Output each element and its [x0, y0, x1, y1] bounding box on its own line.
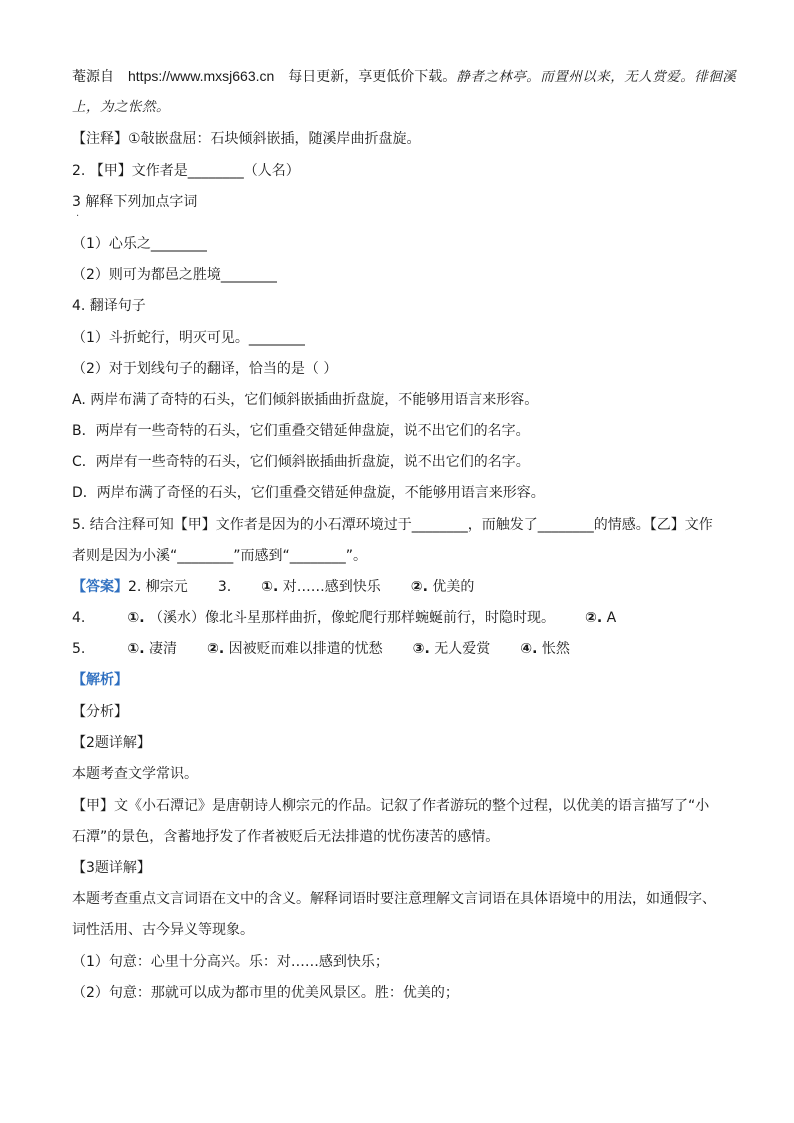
- question-4-2: （2）对于划线句子的翻译，恰当的是（ ）: [72, 361, 338, 377]
- q2-detail-p1: 本题考查文学常识。: [72, 766, 198, 782]
- answer-3-1-num: ①.: [261, 579, 279, 595]
- q3-detail-p3: （2）句意：那就可以成为都市里的优美风景区。胜：优美的；: [72, 985, 459, 1001]
- answer-4-num: 4.: [72, 610, 86, 626]
- option-d: D．两岸布满了奇怪的石头，它们重叠交错延伸盘旋，不能够用语言来形容。: [72, 485, 545, 501]
- question-3-1: （1）心乐之________: [72, 236, 207, 252]
- answer-4-2: A: [606, 610, 617, 626]
- answer-5-2-num: ②.: [206, 641, 225, 657]
- answer-4-1: （溪水）像北斗星那样曲折，像蛇爬行那样蜿蜒前行，时隐时现。: [148, 610, 555, 626]
- q3-detail-p1-line-2: 词性活用、古今异义等现象。: [72, 922, 254, 938]
- q2-detail-heading: 【2题详解】: [72, 735, 151, 751]
- answer-label: 【答案】: [72, 579, 128, 595]
- q2-detail-p2-line-1: 【甲】文《小石潭记》是唐朝诗人柳宗元的作品。记叙了作者游玩的整个过程，以优美的语言描写了“小: [72, 798, 710, 814]
- question-3-2: （2）则可为都邑之胜境________: [72, 267, 277, 283]
- question-5-line-2: 者则是因为小溪“________”而感到“________”。: [72, 548, 368, 564]
- passage-tail-1: 静者之林亭。而置州以来，无人赏爱。徘徊溪: [456, 69, 737, 85]
- answer-5-3: 无人爱赏: [434, 641, 491, 657]
- annotation-note: 【注释】①敧嵌盘屈：石块倾斜嵌插，随溪岸曲折盘旋。: [72, 131, 421, 147]
- answer-4-1-num: ①.: [127, 610, 145, 626]
- answer-5-3-num: ③.: [412, 641, 430, 657]
- q3-detail-p2: （1）句意：心里十分高兴。乐：对……感到快乐；: [72, 954, 389, 970]
- header-line: [72, 66, 737, 87]
- answer-5-2: 因被贬而难以排遣的忧愁: [228, 641, 383, 657]
- q3-detail-heading: 【3题详解】: [72, 860, 151, 876]
- question-2: 2. 【甲】文作者是________（人名）: [72, 163, 300, 179]
- question-5-line-1: 5. 结合注释可知【甲】文作者是因为的小石潭环境过于________，而触发了________的情感。【乙】文作: [72, 517, 713, 533]
- source-label: 菴源自: [72, 69, 114, 85]
- answer-5-num: 5.: [72, 641, 86, 657]
- answer-3-1: 对……感到快乐: [282, 579, 381, 595]
- answer-5-4-num: ④.: [520, 641, 538, 657]
- emphasis-dot: ·: [76, 211, 80, 222]
- answer-5-1-num: ①.: [127, 641, 145, 657]
- answer-3-2: 优美的: [432, 579, 475, 595]
- answer-4-2-num: ②.: [584, 610, 603, 626]
- option-b: B．两岸有一些奇特的石头，它们重叠交错延伸盘旋，说不出它们的名字。: [72, 423, 530, 439]
- answer-row-2: [72, 608, 732, 628]
- question-4-1: （1）斗折蛇行，明灭可见。________: [72, 330, 305, 346]
- fenxi-label: 【分析】: [72, 704, 128, 720]
- answer-2: 2. 柳宗元: [128, 579, 188, 595]
- slogan: 每日更新，享更低价下载。: [288, 69, 457, 85]
- question-4-title: 4. 翻译句子: [72, 298, 146, 314]
- option-c: C．两岸有一些奇特的石头，它们倾斜嵌插曲折盘旋，说不出它们的名字。: [72, 454, 530, 470]
- answer-5-1: 凄清: [148, 641, 177, 657]
- source-url[interactable]: https://www.mxsj663.cn: [128, 68, 275, 84]
- answer-3-num: 3.: [217, 579, 232, 595]
- passage-tail-line: [72, 97, 732, 117]
- answer-5-4: 怅然: [541, 641, 570, 657]
- analysis-label: 【解析】: [72, 672, 128, 688]
- answer-row-3: [72, 639, 732, 659]
- passage-tail-2: 上，为之怅然。: [72, 99, 170, 115]
- option-a: A. 两岸布满了奇特的石头，它们倾斜嵌插曲折盘旋，不能够用语言来形容。: [72, 392, 539, 408]
- answer-row-1: [72, 577, 732, 597]
- question-3-title: 3 解释下列加点字词: [72, 194, 198, 210]
- q3-detail-p1-line-1: 本题考查重点文言词语在文中的含义。解释词语时要注意理解文言词语在具体语境中的用法，如通假字、: [72, 891, 716, 907]
- q2-detail-p2-line-2: 石潭”的景色，含蓄地抒发了作者被贬后无法排遣的忧伤凄苦的感情。: [72, 829, 500, 845]
- answer-3-2-num: ②.: [410, 579, 428, 595]
